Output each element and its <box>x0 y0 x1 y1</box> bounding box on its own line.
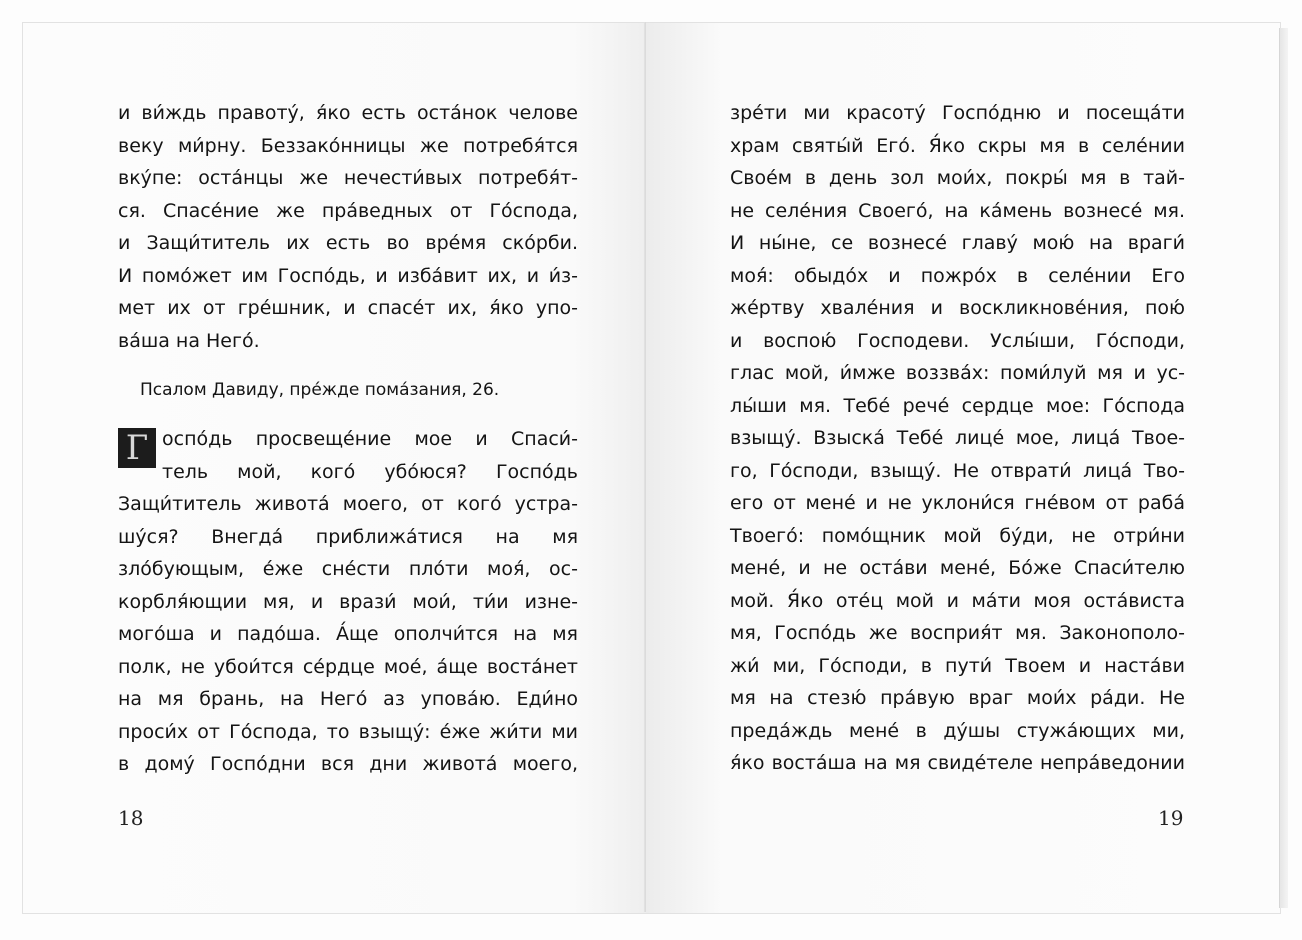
text-line: преда́ждь мене́ в ду́шы стужа́ющих ми, <box>730 719 1185 742</box>
text-line: мя, Госпо́дь же восприя́т мя. Законополо- <box>730 622 1185 644</box>
text-line: глас мой, и́мже воззва́х: поми́луй мя и ус- <box>730 362 1185 384</box>
text-line: ва́ша на Него́. <box>118 329 260 352</box>
text-line: моя́: обыдо́х и пожро́х в селе́нии Его <box>730 264 1185 287</box>
text-line: тель мой, кого́ убо́юся? Госпо́дь <box>162 460 578 483</box>
text-line: жи́ ми, Го́споди, в пути́ Твоем и наста́ви <box>730 654 1185 677</box>
text-line: ся. Спасе́ние же пра́ведных от Го́спода, <box>118 199 578 222</box>
left-page-top-text <box>118 97 578 357</box>
text-line: го, Го́споди, взыщу́. Не отврати́ лица́ Тво- <box>730 459 1185 482</box>
text-line: мого́ша и падо́ша. А́ще ополчи́тся на мя <box>118 623 578 645</box>
text-line: в дому́ Госпо́дни вся дни живота́ моего, <box>118 753 578 775</box>
text-line: мой. Я́ко оте́ц мой и ма́ти моя оста́виста <box>730 589 1185 612</box>
text-line: шу́ся? Внегда́ приближа́тися на мя <box>118 525 578 548</box>
text-line: же́ртву хвале́ния и воскликнове́ния, пою́ <box>730 297 1185 319</box>
text-line: зре́ти ми красоту́ Госпо́дню и посеща́ти <box>730 102 1185 124</box>
text-line: оспо́дь просвеще́ние мое и Спаси́- <box>162 428 578 450</box>
text-line: мене́, и не оста́ви мене́, Бо́же Спаси́телю <box>730 557 1185 579</box>
psalm-heading: Псалом Давиду, пре́жде пома́зания, 26. <box>140 380 500 400</box>
text-line: Защи́титель живота́ моего, от кого́ устра- <box>118 493 578 515</box>
text-line: корбля́ющии мя, и врази́ мои́, ти́и изне- <box>118 590 578 613</box>
drop-cap-initial: Г <box>118 428 156 468</box>
text-line: веку ми́рну. Беззако́нницы же потребя́тся <box>118 134 578 157</box>
left-page-body-text <box>118 423 578 781</box>
text-line: храм святы́й Его́. Я́ко скры мя в селе́нии <box>730 134 1185 157</box>
text-line: мет их от гре́шник, и спасе́т их, я́ко упо- <box>118 297 578 319</box>
text-line: мя на стезю́ пра́вую враг мои́х ра́ди. Не <box>730 687 1185 709</box>
text-line: его от мене́ и не уклони́ся гне́вом от раба́ <box>730 492 1185 514</box>
text-line: проси́х от Го́спода, то взыщу́: е́же жи́ти ми <box>118 720 578 743</box>
text-line: И ны́не, се вознесе́ главу́ мою́ на враги́ <box>730 232 1185 254</box>
text-line: и воспою́ Господеви. Услы́ши, Го́споди, <box>730 329 1185 352</box>
text-line: на мя брань, на Него́ аз упова́ю. Еди́но <box>118 688 578 710</box>
text-line: Твоего́: помо́щник мой бу́ди, не отри́ни <box>730 524 1185 547</box>
text-line: Свое́м в день зол мои́х, покры́ мя в тай- <box>730 167 1185 189</box>
page-number-right: 19 <box>1158 806 1184 830</box>
text-line: я́ко воста́ша на мя свиде́теле непра́ведонии <box>730 752 1185 774</box>
text-line: и ви́ждь правоту́, я́ко есть оста́нок челове <box>118 102 578 124</box>
text-line: лы́ши мя. Тебе́ рече́ сердце мое: Го́спода <box>730 394 1185 417</box>
text-line: и Защи́титель их есть во вре́мя ско́рби. <box>118 232 578 254</box>
text-line: взыщу́. Взыска́ Тебе́ лице́ мое, лица́ Твое- <box>730 427 1185 449</box>
page-number-left: 18 <box>118 806 144 830</box>
text-line: вку́пе: оста́нцы же нечести́вых потребя́т- <box>118 167 578 189</box>
page-edges <box>1279 28 1288 908</box>
text-line: полк, не убои́тся се́рдце мое́, а́ще воста́нет <box>118 655 578 678</box>
right-page-text <box>730 97 1185 780</box>
text-line: не селе́ния Своего́, на ка́мень вознесе́ мя. <box>730 199 1185 222</box>
text-line: зло́бующым, е́же сне́сти пло́ти моя́, ос- <box>118 558 578 580</box>
text-line: И помо́жет им Госпо́дь, и изба́вит их, и и́з- <box>118 264 578 287</box>
